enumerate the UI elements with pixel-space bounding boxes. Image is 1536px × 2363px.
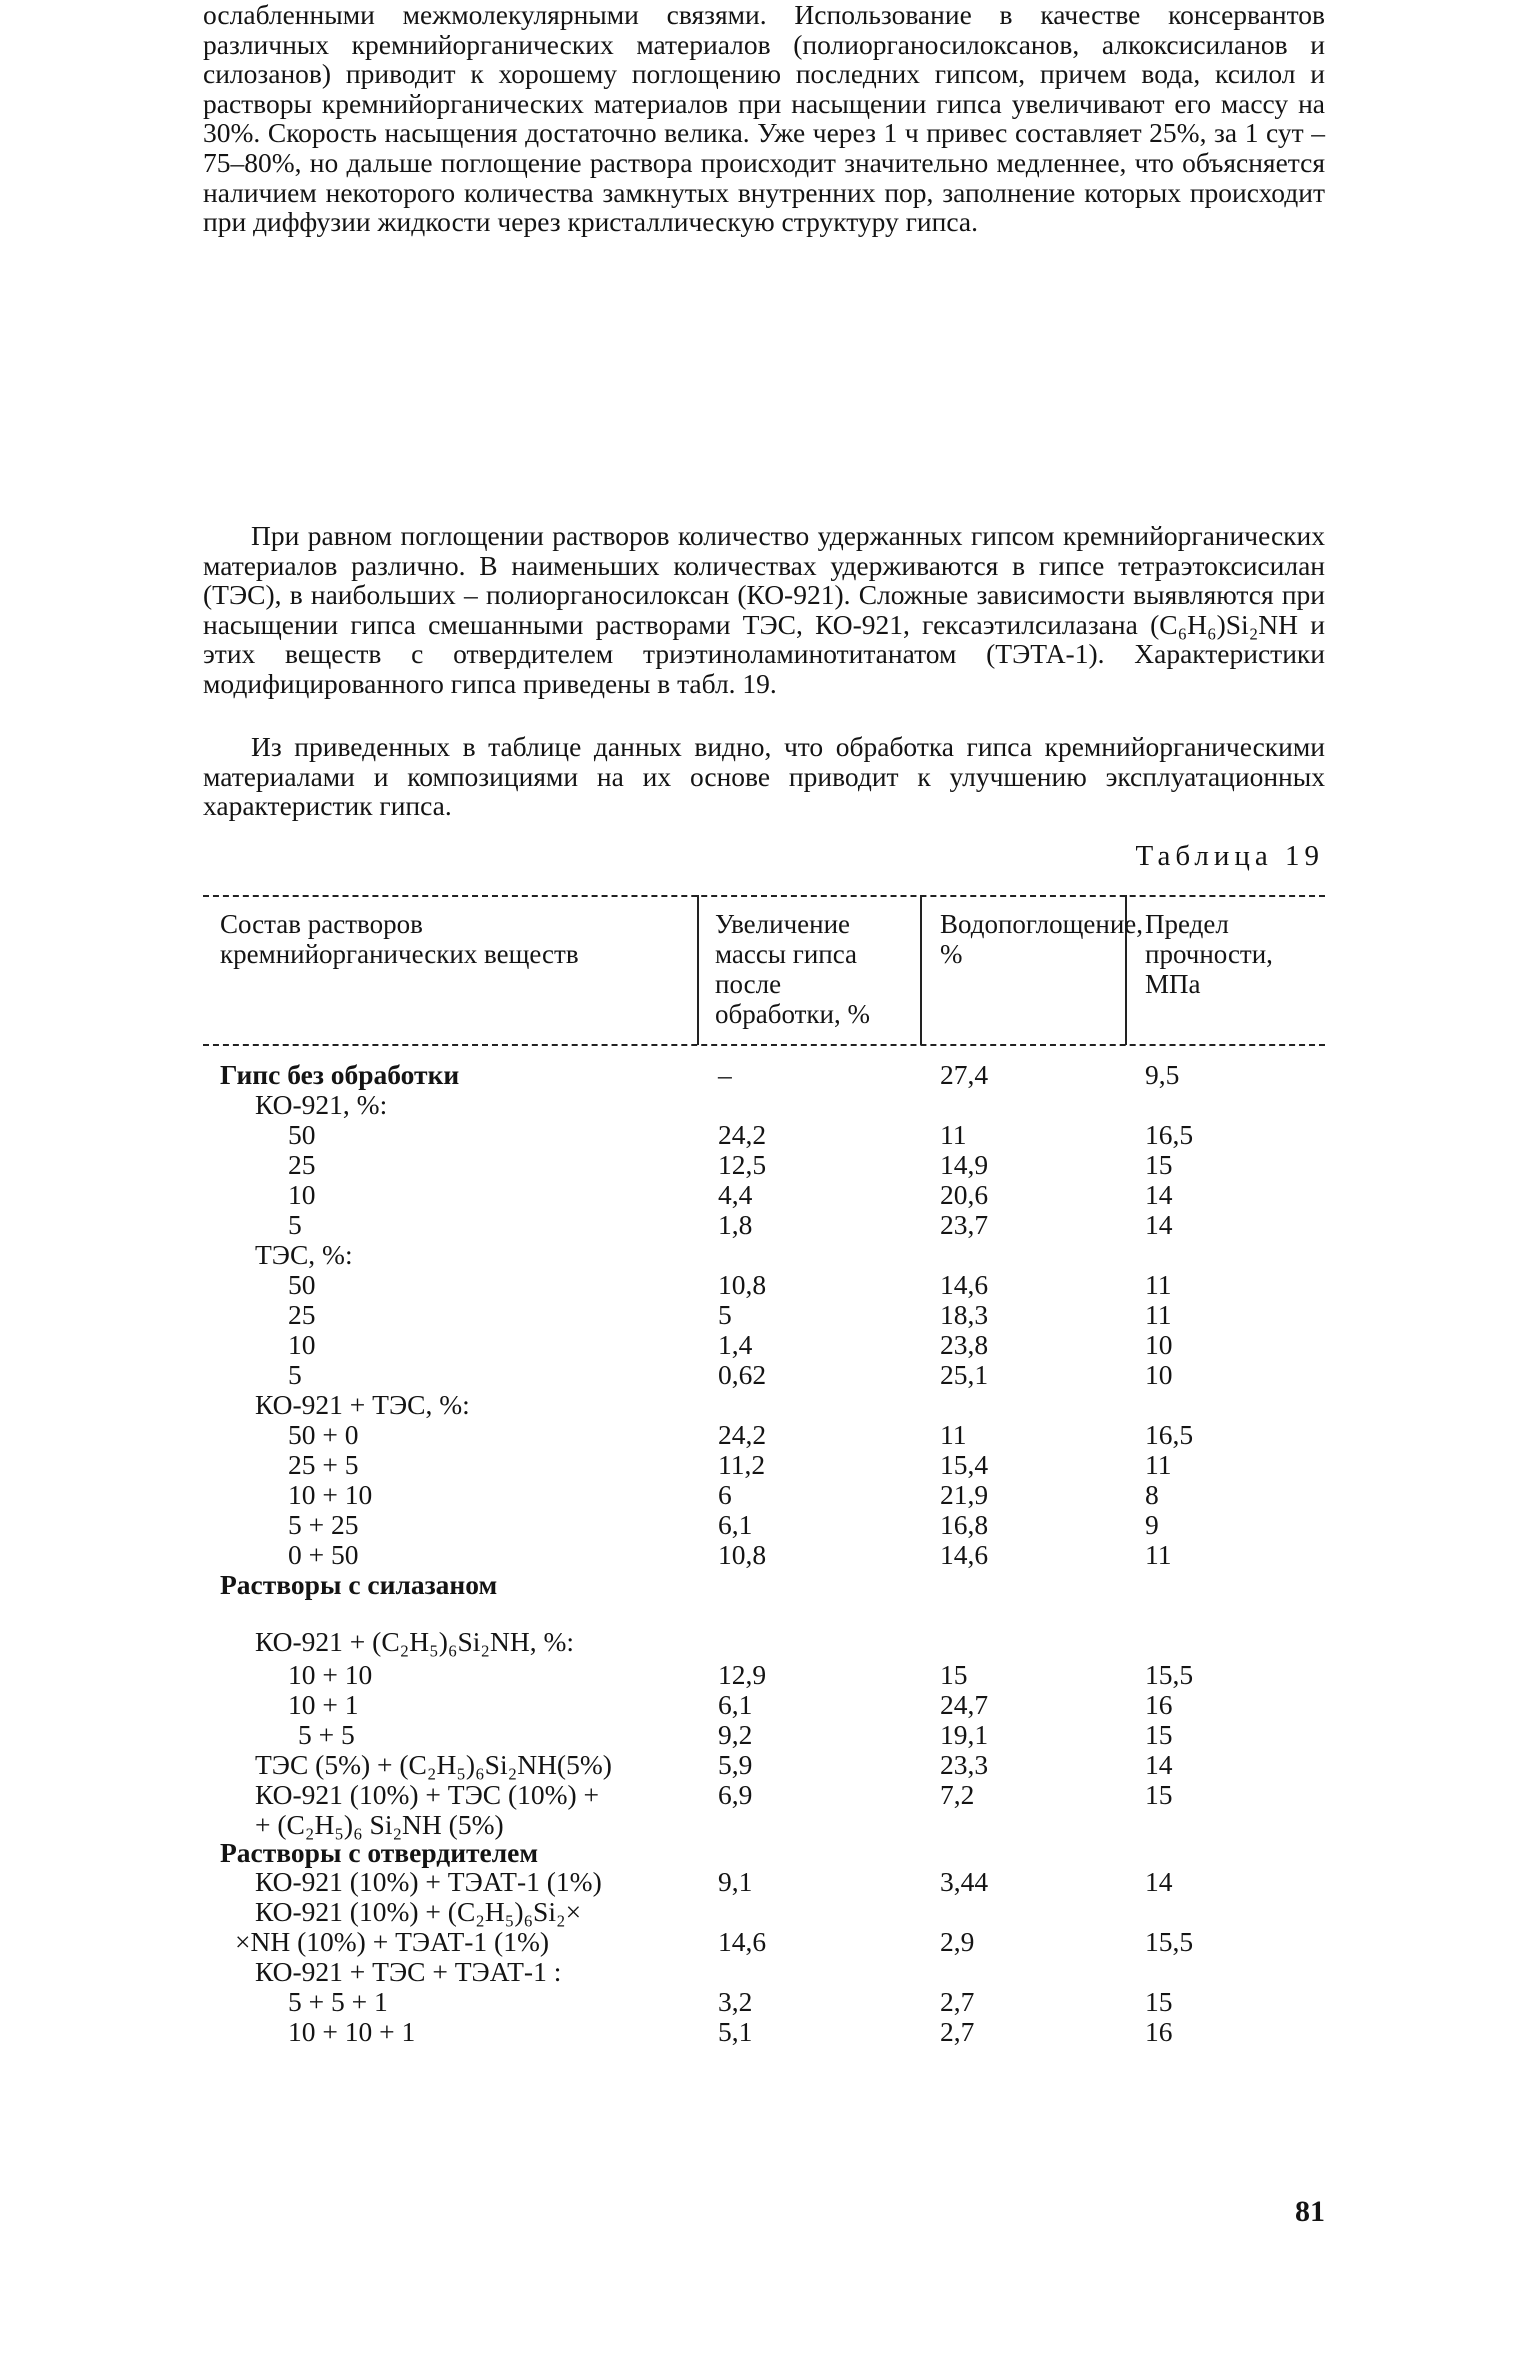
cell-mass: 6,9 — [718, 1779, 753, 1810]
row-label: Растворы с отвердителем — [220, 1837, 539, 1868]
header-mass-increase: Увеличение массы гипса после обработки, % — [715, 909, 870, 1029]
cell-water: 14,9 — [940, 1149, 989, 1180]
cell-water: 24,7 — [940, 1689, 989, 1720]
cell-strength: 9 — [1145, 1509, 1159, 1540]
cell-mass: 10,8 — [718, 1539, 767, 1570]
row-label: 10 + 10 + 1 — [288, 2016, 416, 2047]
cell-water: 2,7 — [940, 1986, 975, 2017]
table-row — [0, 1419, 1536, 1449]
cell-strength: 8 — [1145, 1479, 1159, 1510]
cell-strength: 15,5 — [1145, 1926, 1194, 1957]
cell-strength: 11 — [1145, 1449, 1172, 1480]
table-row — [0, 1689, 1536, 1719]
table-row — [0, 1479, 1536, 1509]
table-row — [0, 1389, 1536, 1419]
row-label: КО-921, %: — [255, 1089, 388, 1120]
row-label: Растворы с силазаном — [220, 1569, 498, 1600]
paragraph-continuation: ослабленными межмолекулярными связями. Использование в качестве консервантов различных кремнийорганических материалов (полиорганосилоксанов, алкоксисиланов и силозанов) приводит к хорошему поглощению последних гипсом, причем вода, ксилол и растворы кремнийорганических материалов при насыщении гипса увеличивают его массу на 30%. Скорость насыщения достаточно велика. Уже через 1 ч привес составляет 25%, за 1 сут – 75–80%, но дальше поглощение раствора происходит значительно медленнее, что объясняется наличием некоторого количества замкнутых внутренних пор, заполнение которых происходит при диффузии жидкости через кристаллическую структуру гипса. — [203, 0, 1325, 238]
cell-mass: 6 — [718, 1479, 732, 1510]
table-row — [0, 1059, 1536, 1089]
row-label: КО-921 + ТЭС + ТЭАТ-1 : — [255, 1956, 562, 1987]
table-row — [0, 1269, 1536, 1299]
table-row — [0, 1809, 1536, 1839]
row-label: ×NH (10%) + ТЭАТ-1 (1%) — [235, 1926, 550, 1957]
table-row — [0, 1089, 1536, 1119]
body-text — [203, 0, 1325, 237]
cell-water: 3,44 — [940, 1866, 989, 1897]
cell-strength: 15,5 — [1145, 1659, 1194, 1690]
row-label: 10 — [288, 1329, 316, 1360]
table-row — [0, 1779, 1536, 1809]
cell-strength: 15 — [1145, 1986, 1173, 2017]
table-row — [0, 1539, 1536, 1569]
table-row — [0, 1956, 1536, 1986]
cell-mass: 1,4 — [718, 1329, 753, 1360]
table-row — [0, 1209, 1536, 1239]
cell-strength: 16,5 — [1145, 1419, 1194, 1450]
table-row — [0, 1926, 1536, 1956]
cell-strength: 15 — [1145, 1149, 1173, 1180]
cell-strength: 15 — [1145, 1719, 1173, 1750]
cell-water: 7,2 — [940, 1779, 975, 1810]
cell-strength: 16 — [1145, 1689, 1173, 1720]
row-label: 25 — [288, 1149, 316, 1180]
cell-mass: 24,2 — [718, 1419, 767, 1450]
cell-water: 2,9 — [940, 1926, 975, 1957]
cell-strength: 14 — [1145, 1179, 1173, 1210]
cell-strength: 9,5 — [1145, 1059, 1180, 1090]
cell-mass: 0,62 — [718, 1359, 767, 1390]
cell-mass: 9,1 — [718, 1866, 753, 1897]
column-divider-1 — [697, 895, 699, 1045]
cell-mass: 6,1 — [718, 1509, 753, 1540]
table-row — [0, 1837, 1536, 1867]
cell-mass: 11,2 — [718, 1449, 766, 1480]
row-label: ТЭС, %: — [255, 1239, 353, 1270]
column-divider-2 — [920, 895, 922, 1045]
cell-water: 15,4 — [940, 1449, 989, 1480]
cell-strength: 14 — [1145, 1866, 1173, 1897]
cell-mass: 12,5 — [718, 1149, 767, 1180]
cell-strength: 14 — [1145, 1209, 1173, 1240]
cell-water: 11 — [940, 1419, 967, 1450]
table-row — [0, 1299, 1536, 1329]
cell-strength: 11 — [1145, 1269, 1172, 1300]
row-label: КО-921 (10%) + ТЭС (10%) + — [255, 1779, 600, 1810]
table-row — [0, 1149, 1536, 1179]
row-label: 50 — [288, 1269, 316, 1300]
cell-mass: 9,2 — [718, 1719, 753, 1750]
cell-mass: 14,6 — [718, 1926, 767, 1957]
table-title: Таблица 19 — [1135, 840, 1324, 872]
cell-mass: 5 — [718, 1299, 732, 1330]
table-row — [0, 1749, 1536, 1779]
table-top-rule — [203, 895, 1325, 897]
row-label: КО-921 (10%) + ТЭАТ-1 (1%) — [255, 1866, 602, 1897]
cell-water: 23,7 — [940, 1209, 989, 1240]
page-number: 81 — [1295, 2195, 1325, 2228]
row-label: 25 — [288, 1299, 316, 1330]
table-row — [0, 1866, 1536, 1896]
row-label: + (C₂H₅)₆ Si₂NH (5%) — [255, 1809, 504, 1840]
row-label: Гипс без обработки — [220, 1059, 460, 1090]
cell-strength: 16,5 — [1145, 1119, 1194, 1150]
row-label: 10 + 10 — [288, 1479, 373, 1510]
table-row — [0, 1359, 1536, 1389]
row-label: 10 — [288, 1179, 316, 1210]
table-row — [0, 1239, 1536, 1269]
cell-strength: 15 — [1145, 1779, 1173, 1810]
row-label: 5 + 25 — [288, 1509, 359, 1540]
cell-water: 19,1 — [940, 1719, 989, 1750]
body-text-2 — [203, 521, 1325, 699]
table-row — [0, 1659, 1536, 1689]
body-text-3 — [203, 732, 1325, 821]
table-row — [0, 1119, 1536, 1149]
row-label: 10 + 10 — [288, 1659, 373, 1690]
cell-mass: 12,9 — [718, 1659, 767, 1690]
cell-water: 14,6 — [940, 1539, 989, 1570]
cell-water: 16,8 — [940, 1509, 989, 1540]
table-row — [0, 1896, 1536, 1926]
row-label: 5 + 5 + 1 — [288, 1986, 388, 2017]
cell-water: 20,6 — [940, 1179, 989, 1210]
row-label: КО-921 + ТЭС, %: — [255, 1389, 470, 1420]
table-row — [0, 1986, 1536, 2016]
cell-water: 25,1 — [940, 1359, 989, 1390]
header-water-absorption: Водопоглощение, % — [940, 909, 1144, 969]
table-row — [0, 1626, 1536, 1656]
cell-strength: 11 — [1145, 1539, 1172, 1570]
cell-water: 23,8 — [940, 1329, 989, 1360]
table-row — [0, 1179, 1536, 1209]
cell-mass: – — [718, 1059, 732, 1090]
row-label: 50 — [288, 1119, 316, 1150]
row-label: 5 — [288, 1359, 302, 1390]
cell-mass: 24,2 — [718, 1119, 767, 1150]
cell-water: 14,6 — [940, 1269, 989, 1300]
row-label: 0 + 50 — [288, 1539, 359, 1570]
row-label: 25 + 5 — [288, 1449, 359, 1480]
cell-water: 11 — [940, 1119, 967, 1150]
cell-water: 27,4 — [940, 1059, 989, 1090]
cell-strength: 16 — [1145, 2016, 1173, 2047]
row-label: 5 — [288, 1209, 302, 1240]
cell-mass: 5,9 — [718, 1749, 753, 1780]
row-label: ТЭС (5%) + (C₂H₅)₆Si₂NH(5%) — [255, 1749, 612, 1780]
row-label: 10 + 1 — [288, 1689, 359, 1720]
row-label: КО-921 (10%) + (C₂H₅)₆Si₂× — [255, 1896, 582, 1927]
cell-mass: 10,8 — [718, 1269, 767, 1300]
cell-water: 21,9 — [940, 1479, 989, 1510]
cell-strength: 14 — [1145, 1749, 1173, 1780]
table-row — [0, 1569, 1536, 1599]
cell-strength: 11 — [1145, 1299, 1172, 1330]
table-row — [0, 2016, 1536, 2046]
header-composition: Состав растворов кремнийорганических веществ — [220, 909, 579, 969]
row-label: 50 + 0 — [288, 1419, 359, 1450]
paragraph-retention: При равном поглощении растворов количество удержанных гипсом кремнийорганических материалов различно. В наименьших количествах удерживаются в гипсе тетраэтоксисилан (ТЭС), в наибольших – полиорганосилоксан (КО-921). Сложные зависимости выявляются при насыщении гипса смешанными растворами ТЭС, КО-921, гексаэтилсилазана (C₆H₆)Si₂NH и этих веществ с отвердителем триэтиноламинотитанатом (ТЭТА-1). Характеристики модифицированного гипса приведены в табл. 19. — [203, 520, 1325, 699]
cell-mass: 5,1 — [718, 2016, 753, 2047]
cell-water: 15 — [940, 1659, 968, 1690]
header-strength: Предел прочности, МПа — [1145, 909, 1273, 999]
table-header-rule — [203, 1044, 1325, 1046]
row-label: КО-921 + (C₂H₅)₆Si₂NH, %: — [255, 1626, 575, 1657]
cell-water: 18,3 — [940, 1299, 989, 1330]
cell-water: 2,7 — [940, 2016, 975, 2047]
paragraph-conclusion: Из приведенных в таблице данных видно, что обработка гипса кремнийорганическими материалами и композициями на их основе приводит к улучшению эксплуатационных характеристик гипса. — [203, 731, 1325, 822]
table-row — [0, 1719, 1536, 1749]
row-label: 5 + 5 — [298, 1719, 355, 1750]
cell-strength: 10 — [1145, 1359, 1173, 1390]
cell-mass: 1,8 — [718, 1209, 753, 1240]
cell-mass: 6,1 — [718, 1689, 753, 1720]
table-row — [0, 1329, 1536, 1359]
table-row — [0, 1449, 1536, 1479]
table-row — [0, 1509, 1536, 1539]
cell-water: 23,3 — [940, 1749, 989, 1780]
cell-mass: 4,4 — [718, 1179, 753, 1210]
cell-strength: 10 — [1145, 1329, 1173, 1360]
cell-mass: 3,2 — [718, 1986, 753, 2017]
